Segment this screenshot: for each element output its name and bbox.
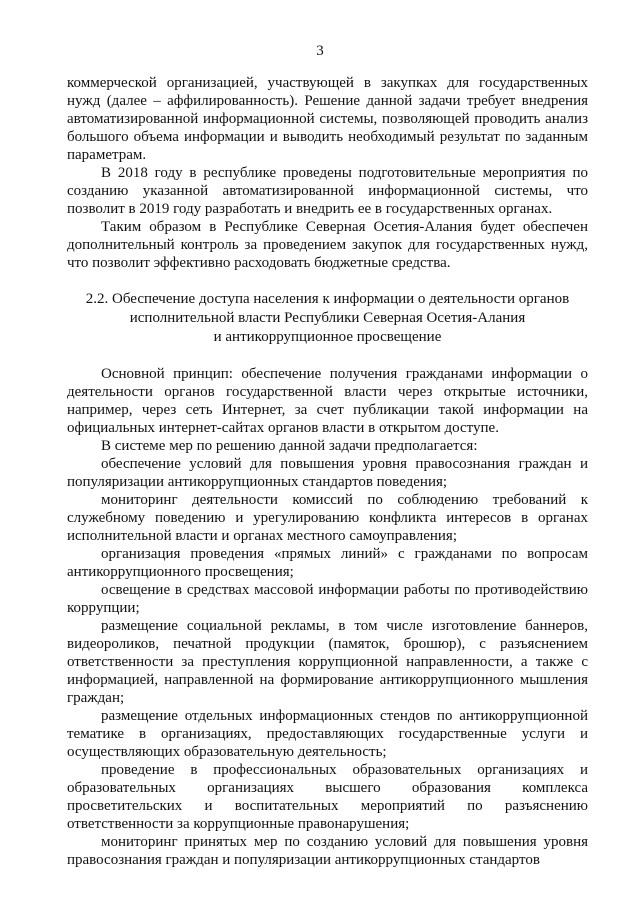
measure-item: размещение отдельных информационных стендов по антикоррупционной тематике в организациях, предоставляющих государственные услуги и осуществляющих образовательную деятельность;: [67, 708, 588, 760]
measure-item: проведение в профессиональных образовательных организациях и образовательных организациях высшего образования комплекса просветительских и воспитательных мероприятий по разъяснению ответственности за коррупционные правонарушения;: [67, 762, 588, 832]
measure-item: организация проведения «прямых линий» с гражданами по вопросам антикоррупционного просвещения;: [67, 546, 588, 580]
document-body: [67, 74, 588, 869]
measure-item: освещение в средствах массовой информации работы по противодействию коррупции;: [67, 582, 588, 616]
principle-paragraph: Основной принцип: обеспечение получения гражданами информации о деятельности органов государственной власти через открытые источники, например, через сеть Интернет, за счет публикации такой информации на официальных интернет-сайтах органов власти в открытом доступе.: [67, 366, 588, 436]
page-number: 3: [316, 43, 324, 59]
section-heading-line-2: исполнительной власти Республики Северная Осетия-Алания: [129, 310, 526, 326]
measure-item: мониторинг принятых мер по созданию условий для повышения уровня правосознания граждан и популяризации антикоррупционных стандартов: [67, 834, 588, 868]
intro-paragraph-2: В 2018 году в республике проведены подготовительные мероприятия по созданию указанной автоматизированной информационной системы, что позволит в 2019 году разработать и внедрить ее в государственных органах.: [67, 165, 588, 217]
section-heading-line-3: и антикоррупционное просвещение: [213, 329, 442, 345]
measure-item: мониторинг деятельности комиссий по соблюдению требований к служебному поведению и урегулированию конфликта интересов в органах исполнительной власти и органах местного самоуправления;: [67, 492, 588, 544]
measure-item: размещение социальной рекламы, в том числе изготовление баннеров, видеороликов, печатной продукции (памяток, брошюр), с разъяснением ответственности за преступления коррупционной направленности, а также с информацией, направленной на формирование антикоррупционного мышления граждан;: [67, 618, 588, 706]
measures-intro: В системе мер по решению данной задачи предполагается:: [101, 438, 478, 454]
section-heading: [67, 290, 588, 347]
section-heading-line-1: 2.2. Обеспечение доступа населения к информации о деятельности органов: [85, 291, 570, 307]
intro-paragraph-3: Таким образом в Республике Северная Осетия-Алания будет обеспечен дополнительный контроль за проведением закупок для государственных нужд, что позволит эффективно расходовать бюджетные средства.: [67, 219, 588, 271]
intro-paragraph-1: коммерческой организацией, участвующей в закупках для государственных нужд (далее – аффилированность). Решение данной задачи требует внедрения автоматизированной информационной системы, позволяющей проводить анализ большого объема информации и выводить необходимый результат по заданным параметрам.: [67, 75, 588, 163]
measure-item: обеспечение условий для повышения уровня правосознания граждан и популяризации антикоррупционных стандартов поведения;: [67, 456, 588, 490]
